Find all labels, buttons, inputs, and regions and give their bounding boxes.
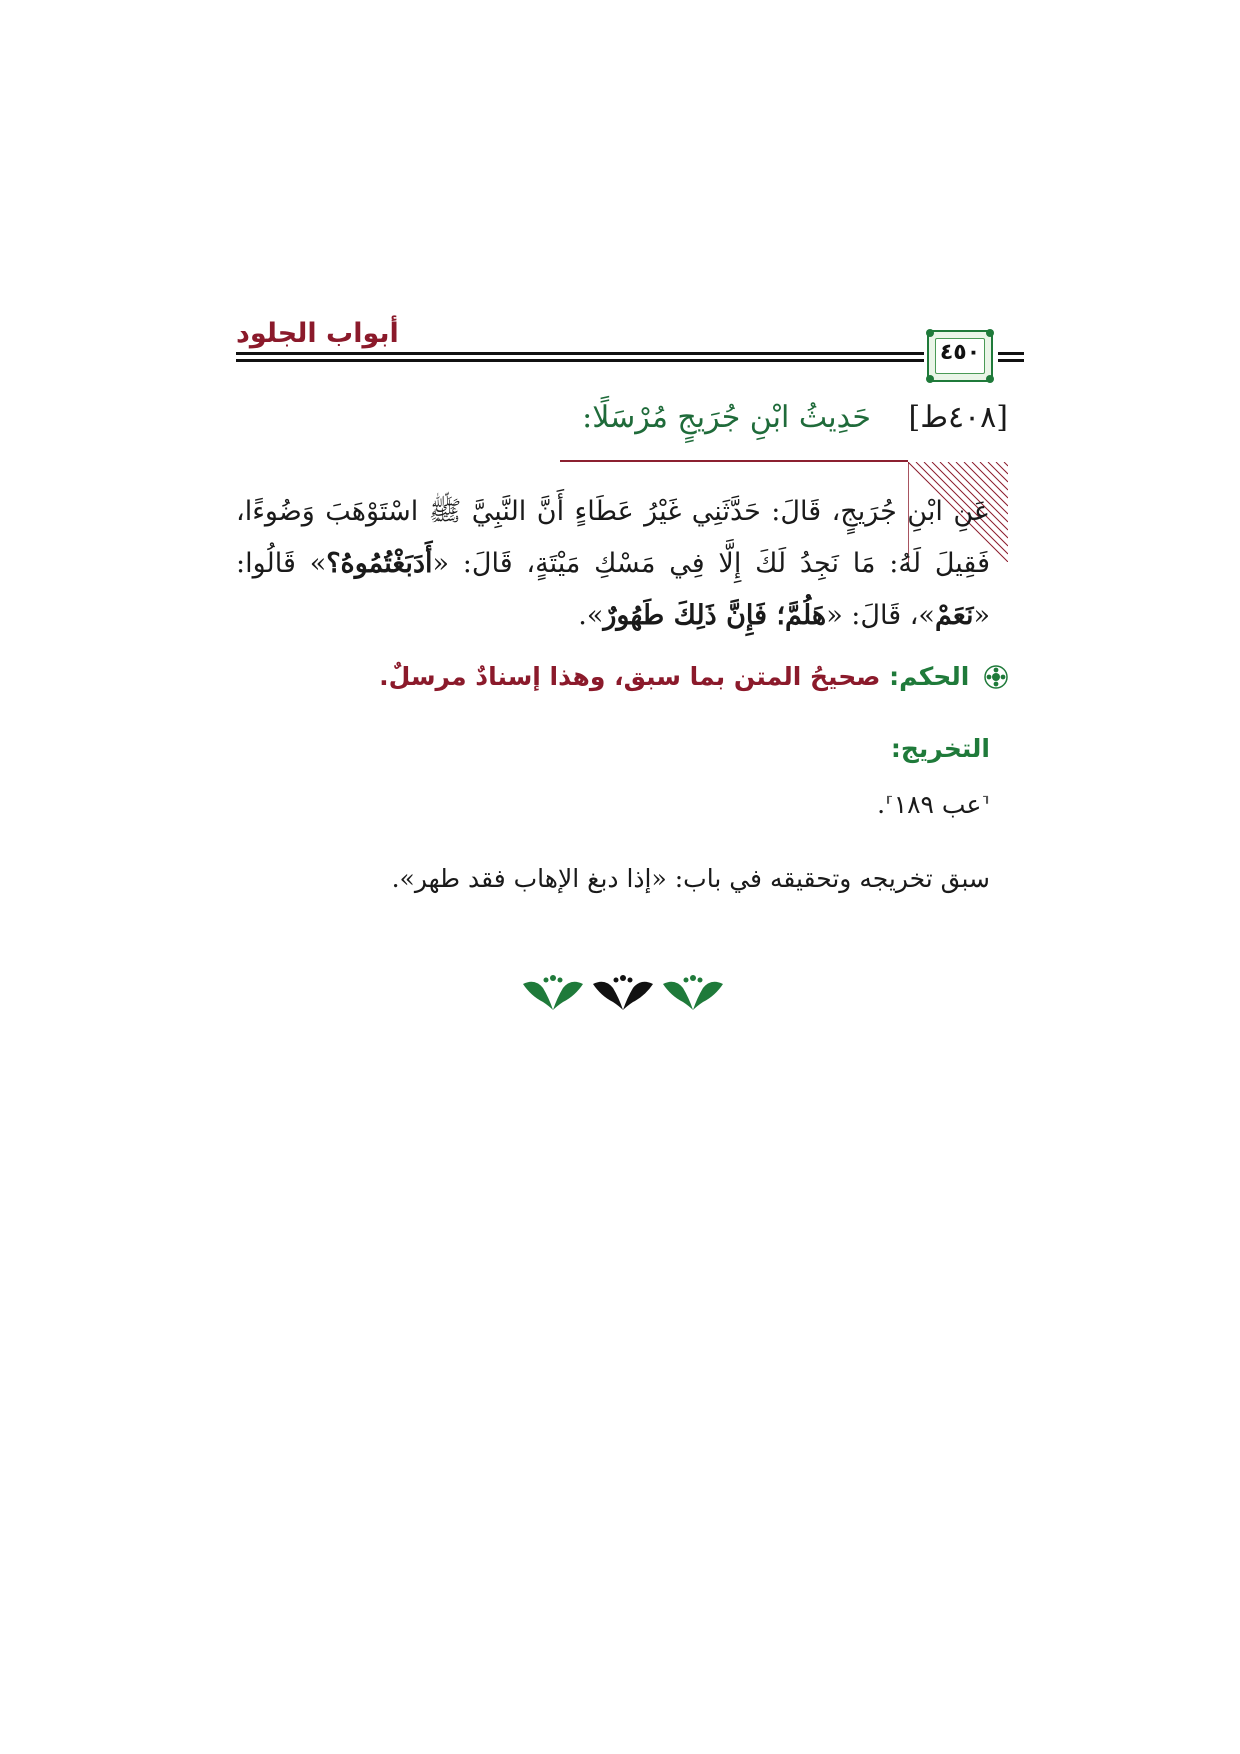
section-code: [٤٠٨ط] [908,400,1008,435]
prophet-speech: هَلُمَّ؛ فَإِنَّ ذَلِكَ طَهُورٌ [603,600,827,631]
companions-reply: نَعَمْ [934,600,974,631]
source-code: عب ١٨٩ [893,790,982,819]
header-rule [236,352,924,355]
header-rule [998,359,1024,362]
ruling-text: صحيحُ المتن بما سبق، وهذا إسنادٌ مرسلٌ. [379,662,881,691]
source-reference: ⸢عب ١٨٩⸣. [877,790,990,819]
ruling [379,662,1008,691]
header-rule [998,352,1024,355]
page-number-frame [927,330,993,382]
header-rule [236,359,924,362]
takhrij-heading: التخريج: [890,734,990,763]
section-title: حَدِيثُ ابْنِ جُرَيجٍ مُرْسَلًا: [582,400,871,435]
section-heading [582,400,1008,435]
hadith-text: عَنِ ابْنِ جُرَيجٍ، قَالَ: حَدَّثَنِي غَيْرُ عَطَاءٍ أَنَّ النَّبِيَّ ﷺ اسْتَوْهَبَ وَضُوءًا، فَقِيلَ لَهُ: مَا نَجِدُ لَكَ إِلَّا فِي مَسْكِ مَيْتَةٍ، قَالَ: «أَدَبَغْتُمُوهُ؟» قَالُوا: «نَعَمْ»، قَالَ: «هَلُمَّ؛ فَإِنَّ ذَلِكَ طَهُورٌ». [236,496,990,631]
separator-ornament-icon [518,970,728,1016]
running-title: أبواب الجلود [236,318,399,349]
heading-underline [560,460,908,462]
ruling-label: الحكم: [889,662,970,691]
takhrij-note: سبق تخريجه وتحقيقه في باب: «إذا دبغ الإهاب فقد طهر». [391,864,990,893]
page-number: ٤٥٠ [939,340,981,365]
flower-ornament-icon [984,665,1008,689]
prophet-speech: أَدَبَغْتُمُوهُ؟ [326,548,433,579]
